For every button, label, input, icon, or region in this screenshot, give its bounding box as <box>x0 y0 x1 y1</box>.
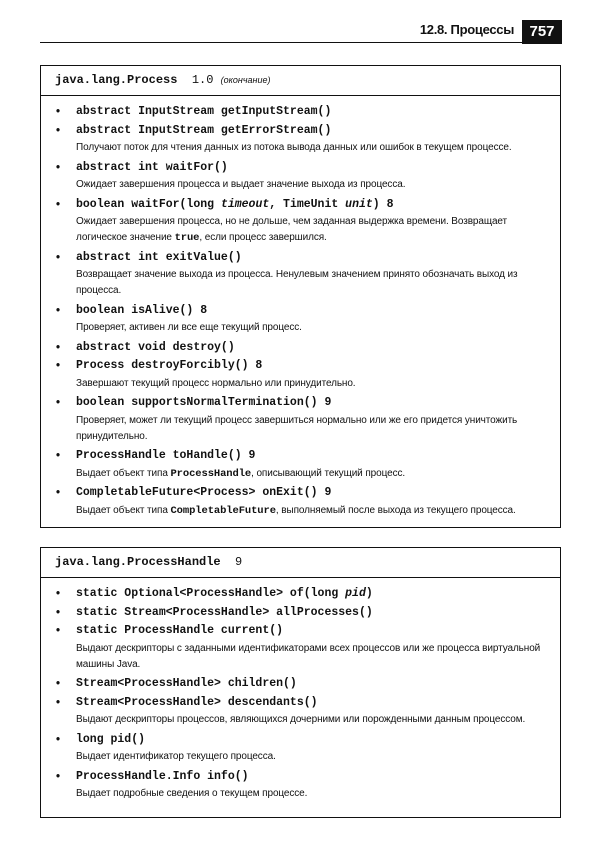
method-description <box>76 267 550 299</box>
class-version: 1.0 <box>191 73 214 87</box>
class-version: 9 <box>235 555 243 569</box>
bullet-icon: • <box>56 606 61 619</box>
method-signature <box>56 159 550 178</box>
param-name: timeout <box>220 197 270 211</box>
inline-code: true <box>174 232 200 244</box>
bullet-icon: • <box>56 696 61 709</box>
text-segment: , если процесс завершился. <box>199 232 327 243</box>
method-description <box>76 214 550 246</box>
method-signature <box>56 731 550 750</box>
text-segment: Выдают дескрипторы процессов, являющихся дочерними или порожденными данным процессом. <box>76 714 526 725</box>
text-segment: ProcessHandle toHandle() 9 <box>76 449 256 462</box>
text-segment: ) <box>365 587 373 600</box>
api-box-title <box>41 66 560 96</box>
text-segment: , описывающий текущий процесс. <box>251 467 406 479</box>
class-name: java.lang.ProcessHandle <box>55 555 221 569</box>
text-segment: boolean waitFor(long <box>76 197 221 211</box>
param-name: unit <box>345 197 373 211</box>
text-segment: abstract int waitFor() <box>76 160 228 174</box>
method-signature <box>56 394 550 413</box>
bullet-icon: • <box>56 733 61 746</box>
bullet-icon: • <box>56 487 61 499</box>
running-header-section: 12.8. Процессы <box>419 22 514 37</box>
method-signature <box>56 302 550 321</box>
bullet-icon: • <box>56 304 61 317</box>
text-segment: boolean supportsNormalTermination() 9 <box>76 396 332 409</box>
text-segment: static ProcessHandle current() <box>76 624 284 637</box>
class-name: java.lang.Process <box>55 73 178 87</box>
text-segment: Выдает объект типа <box>76 467 171 479</box>
method-description <box>76 786 550 802</box>
text-segment: Выдает объект типа <box>76 504 171 516</box>
method-description <box>76 376 550 392</box>
inline-code: CompletableFuture <box>170 504 276 517</box>
bullet-icon: • <box>56 341 61 354</box>
method-description <box>76 749 550 765</box>
method-signature <box>56 249 550 268</box>
method-list <box>41 96 560 519</box>
header-rule <box>40 42 522 43</box>
text-segment: abstract void destroy() <box>76 340 235 354</box>
bullet-icon: • <box>56 678 61 690</box>
text-segment: Выдают дескрипторы с заданными идентификаторами всех процессов или же процесса виртуальной машины Java. <box>76 642 541 670</box>
text-segment: Возвращает значение выхода из процесса. Ненулевым значением принято обозначать выход из процесса. <box>76 269 518 296</box>
method-description <box>76 177 550 193</box>
bullet-icon: • <box>56 251 61 264</box>
text-segment: ) 8 <box>372 197 394 211</box>
page-number: 757 <box>522 20 562 44</box>
bullet-icon: • <box>56 198 61 211</box>
inline-code: ProcessHandle <box>170 467 252 480</box>
text-segment: Ожидает завершения процесса, но не дольше, чем заданная выдержка времени. Возвращает логическое значение <box>76 216 508 243</box>
text-segment: Проверяет, может ли текущий процесс завершиться нормально или же его придется уничтожить принудительно. <box>76 414 518 442</box>
method-signature <box>56 675 550 694</box>
bullet-icon: • <box>56 161 61 174</box>
method-signature <box>56 103 550 122</box>
text-segment: Проверяет, активен ли все еще текущий процесс. <box>76 322 302 333</box>
method-signature <box>56 447 550 466</box>
method-description <box>76 413 550 445</box>
method-signature <box>56 694 550 713</box>
api-box-process <box>40 65 561 528</box>
text-segment: Stream<ProcessHandle> descendants() <box>76 695 318 709</box>
method-description <box>76 140 550 156</box>
text-segment: , выполняемый после выхода из текущего процесса. <box>275 504 516 516</box>
text-segment: ProcessHandle.Info info() <box>76 769 249 783</box>
text-segment: Завершают текущий процесс нормально или принудительно. <box>76 377 356 389</box>
text-segment: , TimeUnit <box>269 197 346 211</box>
method-signature <box>56 357 550 376</box>
text-segment: Получают поток для чтения данных из потока вывода данных или ошибок в текущем процессе. <box>76 142 512 153</box>
method-list <box>41 578 560 802</box>
text-segment: long pid() <box>76 732 146 746</box>
method-description <box>76 503 550 519</box>
bullet-icon: • <box>56 124 61 137</box>
method-signature <box>56 339 550 358</box>
param-name: pid <box>345 587 366 600</box>
text-segment: static Stream<ProcessHandle> allProcesses() <box>76 605 373 619</box>
text-segment: abstract int exitValue() <box>76 250 242 264</box>
method-description <box>76 712 550 728</box>
text-segment: CompletableFuture<Process> onExit() 9 <box>76 486 332 499</box>
api-box-processhandle <box>40 547 561 818</box>
text-segment: Выдает идентификатор текущего процесса. <box>76 751 276 762</box>
bullet-icon: • <box>56 106 61 118</box>
method-signature <box>56 122 550 141</box>
api-box-title <box>41 548 560 578</box>
method-description <box>76 641 550 673</box>
method-signature <box>56 484 550 503</box>
bullet-icon: • <box>56 360 61 372</box>
text-segment: boolean isAlive() 8 <box>76 303 208 317</box>
bullet-icon: • <box>56 588 61 600</box>
text-segment: Stream<ProcessHandle> children() <box>76 677 297 690</box>
continuation-note: (окончание) <box>220 75 271 85</box>
text-segment: static Optional<ProcessHandle> of(long <box>76 587 346 600</box>
text-segment: Выдает подробные сведения о текущем процессе. <box>76 788 308 799</box>
bullet-icon: • <box>56 770 61 783</box>
method-description <box>76 466 550 482</box>
text-segment: Ожидает завершения процесса и выдает значение выхода из процесса. <box>76 179 406 190</box>
method-signature <box>56 622 550 641</box>
bullet-icon: • <box>56 450 61 462</box>
bullet-icon: • <box>56 625 61 637</box>
method-signature <box>56 604 550 623</box>
text-segment: abstract InputStream getErrorStream() <box>76 123 332 137</box>
text-segment: Process destroyForcibly() 8 <box>76 359 263 372</box>
method-description <box>76 320 550 336</box>
method-signature <box>56 585 550 604</box>
method-signature <box>56 768 550 787</box>
bullet-icon: • <box>56 397 61 409</box>
text-segment: abstract InputStream getInputStream() <box>76 105 332 118</box>
method-signature <box>56 196 550 215</box>
